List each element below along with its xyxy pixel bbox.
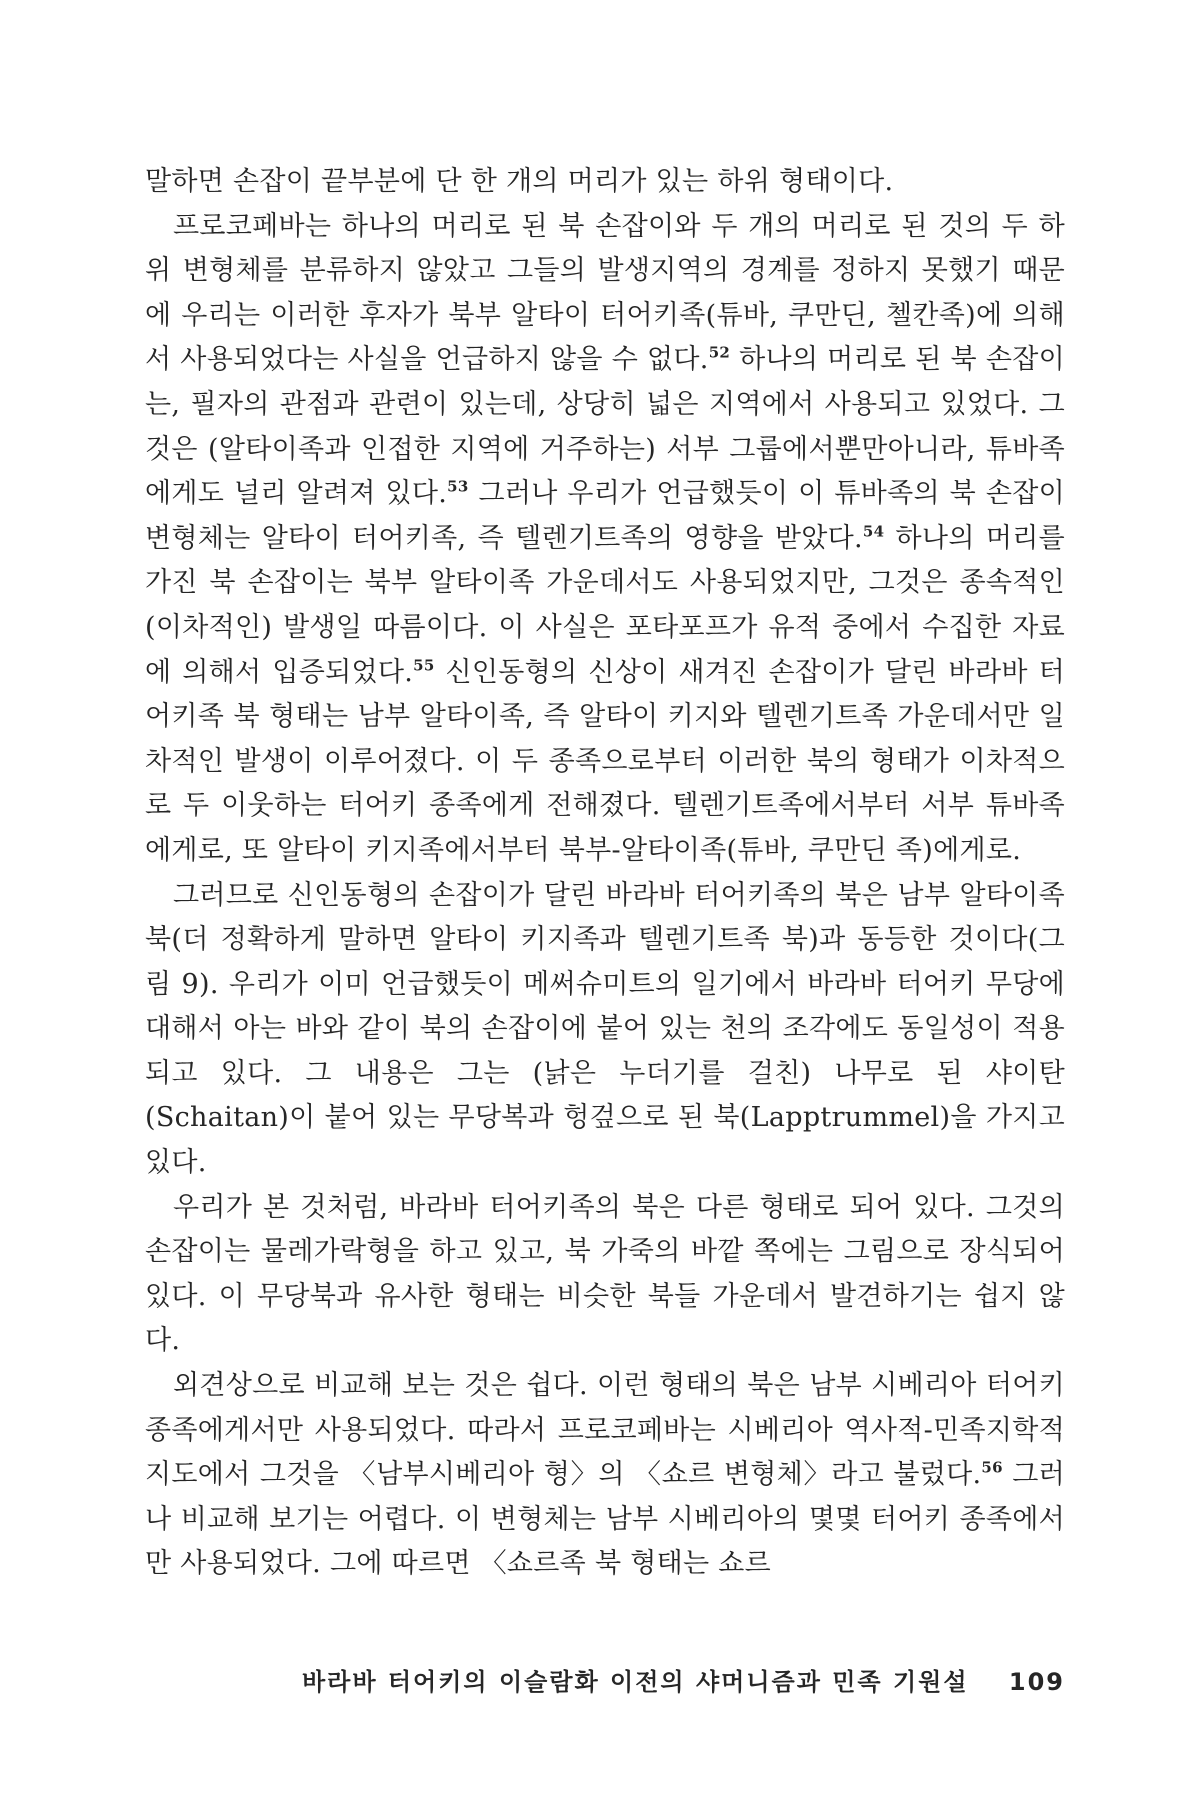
paragraph [145,1186,1065,1364]
text-run: 그러므로 신인동형의 손잡이가 달린 바라바 터어키족의 북은 남부 알타이족 북(더 정확하게 말하면 알타이 키지족과 텔렌기트족 북)과 동등한 것이다(그림 9). 우리가 이미 언급했듯이 메써슈미트의 일기에서 바라바 터어키 무당에 대해서 아는 바와 같이 북의 손잡이에 붙어 있는 천의 조각에도 동일성이 적용되고 있다. 그 내용은 그는 (낡은 누더기를 걸친) 나무로 된 샤이탄(Schaitan)이 붙어 있는 무당복과 헝겊으로 된 북(Lapptrummel)을 가지고 있다. [145,879,1065,1179]
running-head: 바라바 터어키의 이슬람화 이전의 샤머니즘과 민족 기원설 [301,1668,969,1696]
footnote-marker: 52 [708,343,731,362]
text-run: 하나의 머리로 된 북 손잡이는, 필자의 관점과 관련이 있는데, 상당히 넓은 지역에서 사용되고 있었다. 그것은 (알타이족과 인접한 지역에 거주하는) 서부 그룹에서뿐만아니라, 튜바족에게도 널리 알려져 있다. [145,344,1065,510]
paragraph [145,874,1065,1186]
footnote-marker: 53 [447,477,469,496]
page-number: 109 [1008,1668,1065,1696]
paragraph [145,1364,1065,1587]
page-footer [145,1662,1065,1697]
text-run: 프로코페바는 하나의 머리로 된 북 손잡이와 두 개의 머리로 된 것의 두 하위 변형체를 분류하지 않았고 그들의 발생지역의 경계를 정하지 못했기 때문에 우리는 이러한 후자가 북부 알타이 터어키족(튜바, 쿠만딘, 첼칸족)에 의해서 사용되었다는 사실을 언급하지 않을 수 없다. [145,210,1065,376]
footnote-marker: 55 [413,656,435,675]
text-run: 그러나 우리가 언급했듯이 이 튜바족의 북 손잡이 변형체는 알타이 터어키족, 즉 텔렌기트족의 영향을 받았다. [145,478,1065,554]
text-run: 그러나 비교해 보기는 어렵다. 이 변형체는 남부 시베리아의 몇몇 터어키 종족에서만 사용되었다. 그에 따르면 〈쇼르족 북 형태는 쇼르 [145,1459,1065,1580]
paragraph [145,205,1065,874]
text-run: 하나의 머리를 가진 북 손잡이는 북부 알타이족 가운데서도 사용되었지만, 그것은 종속적인(이차적인) 발생일 따름이다. 이 사실은 포타포프가 유적 중에서 수집한 자료에 의해서 입증되었다. [145,522,1066,688]
footnote-marker: 56 [981,1458,1003,1477]
body-text [145,160,1065,1587]
text-run: 신인동형의 신상이 새겨진 손잡이가 달린 바라바 터어키족 북 형태는 남부 알타이족, 즉 알타이 키지와 텔렌기트족 가운데서만 일차적인 발생이 이루어졌다. 이 두 종족으로부터 이러한 북의 형태가 이차적으로 두 이웃하는 터어키 종족에게 전해졌다. 텔렌기트족에서부터 서부 튜바족에게로, 또 알타이 키지족에서부터 북부-알타이족(튜바, 쿠만딘 족)에게로. [145,656,1065,866]
text-run: 우리가 본 것처럼, 바라바 터어키족의 북은 다른 형태로 되어 있다. 그것의 손잡이는 물레가락형을 하고 있고, 북 가죽의 바깥 쪽에는 그림으로 장식되어 있다. 이 무당북과 유사한 형태는 비슷한 북들 가운데서 발견하기는 쉽지 않다. [145,1191,1065,1357]
paragraph [145,160,1065,205]
footnote-marker: 54 [862,522,885,541]
text-run: 외견상으로 비교해 보는 것은 쉽다. 이런 형태의 북은 남부 시베리아 터어키 종족에게서만 사용되었다. 따라서 프로코페바는 시베리아 역사적-민족지학적 지도에서 그것을 〈남부시베리아 형〉의 〈쇼르 변형체〉라고 불렀다. [145,1370,1065,1491]
text-run: 말하면 손잡이 끝부분에 단 한 개의 머리가 있는 하위 형태이다. [145,166,894,197]
